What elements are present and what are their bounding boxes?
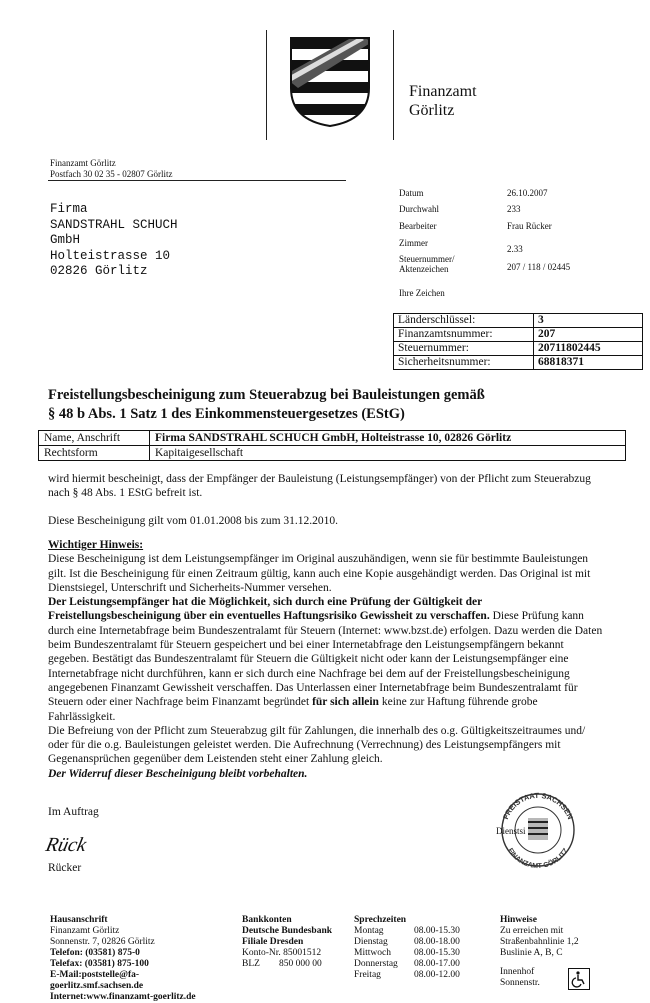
- meta-durchwahl-label: Durchwahl: [399, 204, 439, 214]
- certification-text: wird hiermit bescheinigt, dass der Empfänger der Bauleistung (Leistungsempfänger) von der Pflicht zum Steuerabzug nach § 48 Abs. 1 EStG befreit ist.: [48, 473, 591, 500]
- hours-day: Donnerstag: [354, 959, 398, 969]
- hours-time: 08.00-18.00: [414, 937, 460, 947]
- code-value: 68818371: [534, 356, 643, 370]
- recipient-line1: Firma: [50, 202, 88, 216]
- hint-paragraph-4: Der Widerruf dieser Bescheinigung bleibt vorbehalten.: [48, 767, 308, 780]
- wheelchair-icon: [568, 968, 590, 990]
- footer-hints: [500, 915, 610, 989]
- footer-hints-line5: Sonnenstr.: [500, 978, 540, 988]
- hint-title: Wichtiger Hinweis:: [48, 539, 144, 551]
- hint-paragraph-2-bold: Der Leistungsempfänger hat die Möglichkeit, sich durch eine Prüfung der Gültigkeit der Freistellungsbescheinigung über ein eventuelles Haftungsrisiko Gewissheit zu verschaffen.: [48, 596, 490, 623]
- signer-name: Rücker: [48, 862, 82, 874]
- meta-steuer-label1: Steuernummer/: [399, 254, 455, 264]
- list-item: [354, 959, 484, 970]
- footer-hints-line2: Straßenbahnlinie 1,2: [500, 937, 579, 947]
- validity-text: Diese Bescheinigung gilt vom 01.01.2008 bis zum 31.12.2010.: [48, 515, 339, 527]
- footer-phone: Telefon: (03581) 875-0: [50, 948, 140, 958]
- document-title: [48, 386, 485, 424]
- meta-datum-value: 26.10.2007: [507, 188, 548, 198]
- meta-zimmer-label: Zimmer: [399, 238, 428, 248]
- footer-address-line2: Sonnenstr. 7, 02826 Görlitz: [50, 937, 155, 947]
- meta-durchwahl-value: 233: [507, 204, 521, 214]
- hint-paragraph-1: Diese Bescheinigung ist dem Leistungsempfänger im Original auszuhändigen, wenn sie für bestimmte Bauleistungen gilt. Ist die Bescheinigung für einen Zeitraum gültig, kann auch eine Kopie ausgehändigt werden. Das Original ist mit Dienstsiegel, Unterschrift und Sicherheits-Nummer versehen.: [48, 553, 591, 594]
- code-label: Finanzamtsnummer:: [394, 328, 534, 342]
- office-name-line2: Görlitz: [409, 102, 455, 119]
- table-row: [39, 446, 626, 461]
- code-label: Länderschlüssel:: [394, 314, 534, 328]
- list-item: [354, 970, 484, 981]
- party-form-value: Kapitaigesellschaft: [150, 446, 626, 461]
- hint-paragraph-2: [48, 595, 603, 724]
- table-row: [39, 431, 626, 446]
- hint-section: [48, 538, 603, 781]
- code-label: Steuernummer:: [394, 342, 534, 356]
- hint-paragraph-2-end: keine zur Haftung führende grobe Fahrlässigkeit.: [48, 696, 538, 723]
- seal-bottom-text: FINANZAMT GÖRLITZ: [506, 847, 570, 870]
- footer-address-line1: Finanzamt Görlitz: [50, 926, 120, 936]
- signature: Rück: [43, 834, 89, 856]
- meta-datum-label: Datum: [399, 188, 424, 198]
- code-value: 207: [534, 328, 643, 342]
- code-value: 20711802445: [534, 342, 643, 356]
- meta-bearbeiter-label: Bearbeiter: [399, 221, 437, 231]
- recipient-address: [50, 202, 178, 280]
- meta-bearbeiter-value: Frau Rücker: [507, 221, 552, 231]
- im-auftrag: Im Auftrag: [48, 806, 99, 818]
- code-value: 3: [534, 314, 643, 328]
- footer-email: E-Mail:poststelle@fa-goerlitz.smf.sachsen.de: [50, 970, 144, 991]
- saxony-coat-of-arms-icon: [288, 36, 372, 128]
- codes-table: [393, 313, 643, 370]
- party-name-label: Name, Anschrift: [39, 431, 150, 446]
- table-row: [394, 314, 643, 328]
- footer-bank: [242, 915, 342, 970]
- party-form-label: Rechtsform: [39, 446, 150, 461]
- meta-steuer-value: 207 / 118 / 02445: [507, 262, 571, 272]
- sender-line1: Finanzamt Görlitz: [50, 158, 116, 168]
- footer-hints-line4: Innenhof: [500, 967, 535, 977]
- footer-hints-line3: Buslinie A, B, C: [500, 948, 563, 958]
- hours-day: Mittwoch: [354, 948, 391, 958]
- meta-ihre-zeichen: Ihre Zeichen: [399, 288, 445, 298]
- hours-time: 08.00-15.30: [414, 948, 460, 958]
- hint-paragraph-3: Die Befreiung von der Pflicht zum Steuerabzug gilt für Zahlungen, die innerhalb des o.g. Gültigkeitszeitraumes und/ oder für die o.g. Bauleistungen geleistet werden. Die Aufrechnung (Verrechnung) des Leistungsempfängers mit Gegenansprüchen gegenüber dem Leistenden steht einer Zahlung gleich.: [48, 724, 586, 766]
- table-row: [394, 356, 643, 370]
- hint-paragraph-2-bold2: für sich allein: [312, 696, 379, 709]
- hours-day: Freitag: [354, 970, 381, 980]
- footer-hints-line1: Zu erreichen mit: [500, 926, 564, 936]
- footer-website: Internet:www.finanzamt-goerlitz.de: [50, 992, 196, 1002]
- seal-partial-text: Dienstsi: [496, 826, 526, 836]
- header-rule-right: [393, 30, 394, 140]
- footer-address-title: Hausanschrift: [50, 915, 108, 925]
- hours-day: Dienstag: [354, 937, 388, 947]
- hours-time: 08.00-15.30: [414, 926, 460, 936]
- footer-hours: [354, 915, 484, 981]
- footer-hints-title: Hinweise: [500, 915, 537, 925]
- hours-day: Montag: [354, 926, 384, 936]
- list-item: [354, 926, 484, 937]
- footer-bank-line4: BLZ 850 000 00: [242, 959, 322, 969]
- footer-hours-title: Sprechzeiten: [354, 915, 407, 925]
- list-item: [354, 948, 484, 959]
- recipient-line4: Holteistrasse 10: [50, 248, 171, 263]
- party-name-value: Firma SANDSTRAHL SCHUCH GmbH, Holteistrasse 10, 02826 Görlitz: [150, 431, 626, 446]
- seal-top-text: FREISTAAT SACHSEN: [501, 790, 575, 821]
- recipient-line2: SANDSTRAHL SCHUCH: [50, 217, 178, 232]
- meta-steuer-label2: Aktenzeichen: [399, 264, 449, 274]
- table-row: [394, 328, 643, 342]
- footer-address: [50, 915, 230, 1003]
- hours-time: 08.00-17.00: [414, 959, 460, 969]
- sender-underline: [48, 180, 346, 181]
- table-row: [394, 342, 643, 356]
- list-item: [354, 937, 484, 948]
- recipient-line5: 02826 Görlitz: [50, 264, 148, 278]
- title-line1: Freistellungsbescheinigung zum Steuerabzug bei Bauleistungen gemäß: [48, 387, 485, 403]
- title-line2: § 48 b Abs. 1 Satz 1 des Einkommensteuergesetzes (EStG): [48, 406, 405, 422]
- code-label: Sicherheitsnummer:: [394, 356, 534, 370]
- footer-fax: Telefax: (03581) 875-100: [50, 959, 149, 969]
- sender-line2: Postfach 30 02 35 - 02807 Görlitz: [50, 169, 173, 179]
- office-name-line1: Finanzamt: [409, 83, 477, 100]
- footer-bank-line3: Konto-Nr. 85001512: [242, 948, 322, 958]
- recipient-line3: GmbH: [50, 233, 81, 247]
- meta-zimmer-value: 2.33: [507, 244, 523, 254]
- footer-bank-line2: Filiale Dresden: [242, 937, 304, 947]
- hint-paragraph-2-text: Diese Prüfung kann durch eine Internetabfrage beim Bundeszentralamt für Steuern (Internet: www.bzst.de) erfolgen. Dazu werden die Daten beim Bundeszentralamt für Steuern gespeichert und bei einer Internetabfrage den Leistungsempfängern bekannt gegeben. Bestätigt das Bundeszentralamt für Steuern die Gültigkeit nicht oder kann der Leistungsempfänger eine Internetabfrage nicht durchführen, kann er sich durch eine Nachfrage bei dem auf der Freistellungsbescheinigung angegebenen Finanzamt Gewissheit verschaffen. Das Unterlassen einer Internetabfrage beim Bundeszentralamt für Steuern oder einer Nachfrage beim Finanzamt begründet: [48, 610, 603, 709]
- footer-bank-line1: Deutsche Bundesbank: [242, 926, 333, 936]
- header-rule-left: [266, 30, 267, 140]
- hours-time: 08.00-12.00: [414, 970, 460, 980]
- footer-bank-title: Bankkonten: [242, 915, 292, 925]
- party-table: [38, 430, 626, 461]
